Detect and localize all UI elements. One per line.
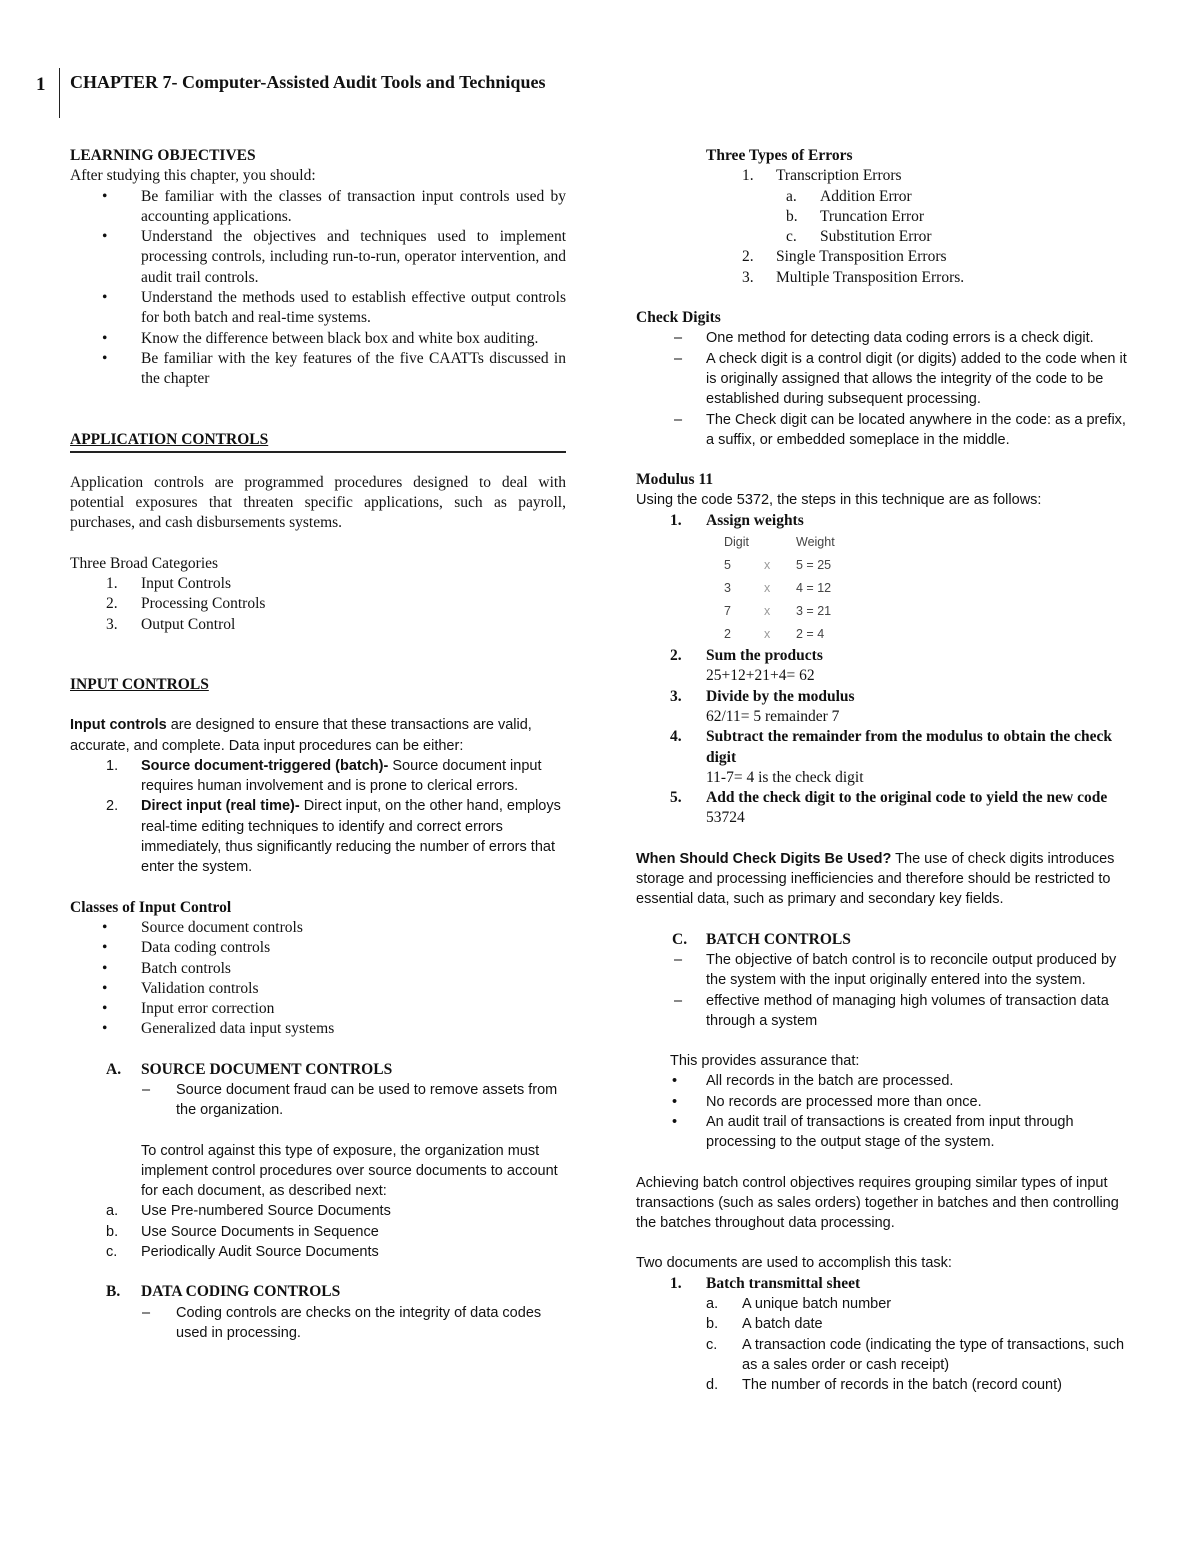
weights-table: [724, 531, 1136, 646]
list-item: 1. Input Controls: [106, 575, 231, 593]
list-item: • No records are processed more than once.: [672, 1093, 982, 1110]
right-column: [636, 146, 1136, 1396]
modulus-steps-list: [636, 646, 1136, 829]
list-item: 3. Multiple Transposition Errors.: [742, 268, 965, 286]
list-item: b. Use Source Documents in Sequence: [106, 1223, 379, 1240]
list-item: 1. Source document-triggered (batch)- Source document input requires human involvement and is prone to clerical errors.: [106, 757, 542, 795]
list-item: – One method for detecting data coding errors is a check digit.: [674, 330, 1094, 347]
source-document-dash: – Source document fraud can be used to remove assets from the organization.: [142, 1081, 558, 1119]
list-item: • Validation controls: [102, 979, 259, 997]
page-number: 1: [36, 74, 46, 95]
list-item: c. Substitution Error: [786, 228, 932, 246]
list-item: a. Use Pre-numbered Source Documents: [106, 1203, 391, 1220]
list-item: 2. Single Transposition Errors: [742, 248, 947, 266]
application-controls-paragraph: Application controls are programmed procedures designed to deal with potential exposures that threaten specific applications, such as payroll, purchases, and cash disbursements systems.: [70, 473, 566, 532]
check-digits-heading: Check Digits: [636, 309, 721, 327]
list-item: 2. Processing Controls: [106, 595, 266, 613]
modulus-step: 1. Assign weights: [670, 511, 804, 529]
list-item: c. A transaction code (indicating the type of transactions, such as a sales order or cash receipt): [706, 1336, 1125, 1373]
list-item: 2. Direct input (real time)- Direct input, on the other hand, employs real-time editing techniques to identify and correct errors immediately, thus significantly reducing the number of errors that enter the system.: [106, 798, 561, 876]
list-item: • An audit trail of transactions is created from input through processing to the output stage of the system.: [672, 1113, 1074, 1151]
list-item: • Be familiar with the classes of transaction input controls used by accounting applications.: [102, 187, 566, 225]
modulus-intro: Using the code 5372, the steps in this technique are as follows:: [636, 492, 1042, 509]
learning-objectives-list: [70, 187, 566, 390]
list-item: b. A batch date: [706, 1316, 823, 1333]
left-column: [70, 146, 566, 1343]
learning-objectives-heading: LEARNING OBJECTIVES: [70, 147, 256, 164]
list-item: • Generalized data input systems: [102, 1020, 335, 1038]
assurance-title: This provides assurance that:: [670, 1053, 860, 1070]
document-item: 1. Batch transmittal sheet: [670, 1274, 861, 1292]
when-paragraph: When Should Check Digits Be Used? The use of check digits introduces storage and processing inefficiencies and therefore should be restricted to essential data, such as primary and secondary key fields.: [636, 850, 1115, 908]
list-item: • Input error correction: [102, 1000, 275, 1018]
list-item: b. Truncation Error: [786, 207, 925, 225]
classes-list: [70, 918, 566, 1040]
learning-objectives-intro: After studying this chapter, you should:: [70, 167, 316, 185]
transmittal-list: [636, 1294, 1136, 1395]
assurance-list: [636, 1071, 1136, 1152]
data-coding-heading: B. DATA CODING CONTROLS: [106, 1283, 341, 1301]
list-item: • Know the difference between black box and white box auditing.: [102, 329, 539, 347]
table-row: Digit Weight: [724, 535, 835, 550]
list-item: • Batch controls: [102, 959, 231, 977]
input-controls-intro: Input controls are designed to ensure that these transactions are valid, accurate, and complete. Data input procedures can be either:: [70, 717, 532, 754]
table-row: 2 x 2 = 4: [724, 627, 825, 642]
list-item: • Source document controls: [102, 918, 303, 936]
source-document-heading: A. SOURCE DOCUMENT CONTROLS: [106, 1060, 393, 1078]
application-controls-heading: APPLICATION CONTROLS: [70, 430, 269, 448]
source-document-paragraph: To control against this type of exposure, the organization must implement control procedures over source documents to account for each document, as described next:: [141, 1142, 558, 1200]
list-item: – The Check digit can be located anywhere in the code: as a prefix, a suffix, or embedded someplace in the middle.: [674, 411, 1126, 448]
batch-dash-list: [636, 950, 1136, 1031]
list-item: – The objective of batch control is to reconcile output produced by the system with the input originally entered into the system.: [674, 951, 1117, 989]
list-item: • Be familiar with the key features of the five CAATTs discussed in the chapter: [102, 349, 566, 388]
check-digits-list: [636, 328, 1136, 450]
input-controls-heading: INPUT CONTROLS: [70, 675, 209, 693]
input-types-list: [70, 756, 566, 878]
list-item: a. A unique batch number: [706, 1296, 892, 1313]
documents-title: Two documents are used to accomplish this task:: [636, 1255, 952, 1272]
table-row: 5 x 5 = 25: [724, 558, 832, 573]
list-item: 3. Output Control: [106, 615, 236, 633]
list-item: 5. Add the check digit to the original code to yield the new code 53724: [670, 789, 1108, 827]
header-divider: [59, 68, 60, 118]
list-item: c. Periodically Audit Source Documents: [106, 1244, 379, 1261]
list-item: 2. Sum the products 25+12+21+4= 62: [670, 647, 823, 685]
list-item: • Understand the methods used to establish effective output controls for both batch and real-time systems.: [102, 289, 566, 327]
categories-list: [70, 574, 566, 635]
list-item: • Data coding controls: [102, 939, 271, 957]
source-document-list: [70, 1201, 566, 1262]
list-item: • All records in the batch are processed.: [672, 1073, 954, 1090]
list-item: 4. Subtract the remainder from the modulus to obtain the check digit 11-7= 4 is the check digit: [670, 728, 1113, 786]
list-item: – A check digit is a control digit (or digits) added to the code when it is originally assigned that allows the integrity of the code to be established during subsequent processing.: [674, 350, 1127, 408]
classes-title: Classes of Input Control: [70, 898, 232, 916]
list-item: • Understand the objectives and techniques used to implement processing controls, including run-to-run, operator intervention, and audit trail controls.: [102, 228, 566, 286]
list-item: 3. Divide by the modulus 62/11= 5 remainder 7: [670, 687, 855, 725]
table-row: 7 x 3 = 21: [724, 604, 832, 619]
table-row: 3 x 4 = 12: [724, 581, 832, 596]
data-coding-dash: – Coding controls are checks on the integrity of data codes used in processing.: [142, 1304, 542, 1341]
errors-list: [636, 166, 1136, 288]
list-item: a. Addition Error: [786, 187, 912, 205]
batch-heading: C. BATCH CONTROLS: [672, 930, 851, 948]
modulus-heading: Modulus 11: [636, 471, 714, 489]
batch-paragraph: Achieving batch control objectives requires grouping similar types of input transactions (such as sales orders) together in batches and then controlling the batches throughout data processing.: [636, 1174, 1119, 1232]
list-item: d. The number of records in the batch (record count): [706, 1377, 1062, 1394]
categories-title: Three Broad Categories: [70, 554, 219, 572]
chapter-title: CHAPTER 7- Computer-Assisted Audit Tools and Techniques: [70, 72, 546, 92]
list-item: 1. Transcription Errors: [742, 167, 902, 185]
list-item: – effective method of managing high volumes of transaction data through a system: [674, 992, 1109, 1029]
errors-heading: Three Types of Errors: [706, 147, 853, 164]
